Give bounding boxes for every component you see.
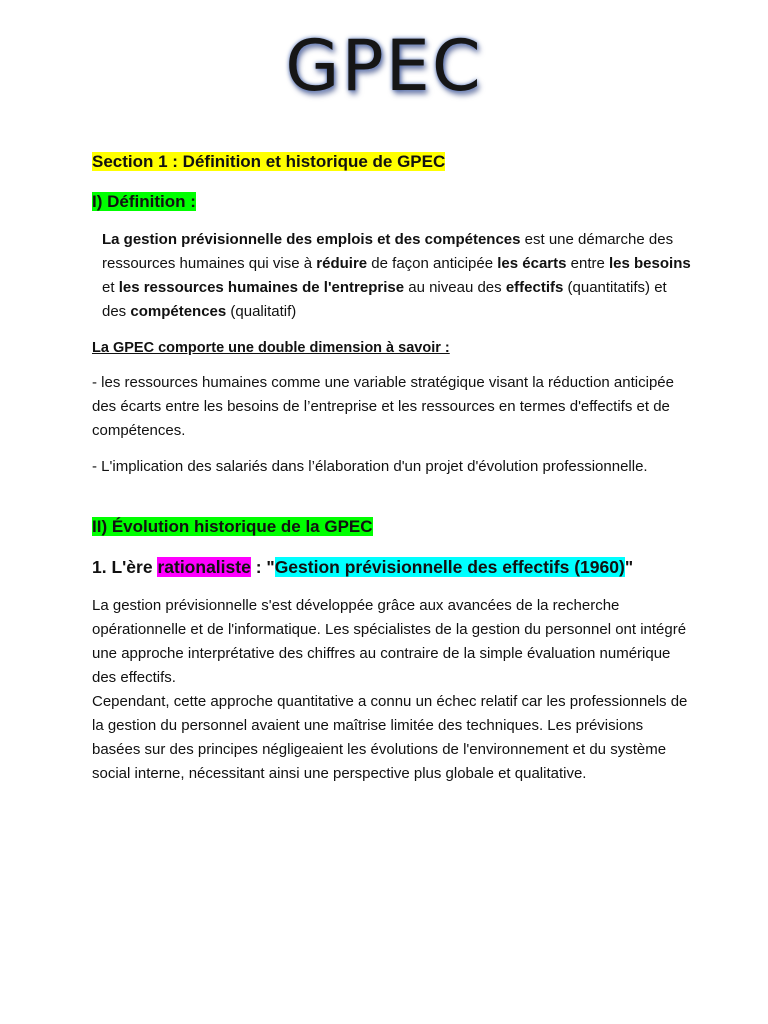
definition-bold-ecarts: les écarts bbox=[497, 255, 567, 272]
era-heading bbox=[92, 554, 692, 580]
era-paragraph bbox=[92, 594, 692, 786]
definition-bold-reduire: réduire bbox=[316, 255, 368, 272]
definition-text-2: de façon anticipée bbox=[367, 255, 498, 272]
era-paragraph-2: Cependant, cette approche quantitative a connu un échec relatif car les professionnels de la gestion du personnel avaient une maîtrise limitée des techniques. Les prévisions basées sur des principes négligeaient les évolutions de l'environnement et du système social interne, nécessitant ainsi une perspective plus globale et qualitative. bbox=[92, 693, 688, 782]
dimension-title: La GPEC comporte une double dimension à savoir : bbox=[92, 340, 450, 356]
dimension-item-1: - les ressources humaines comme une variable stratégique visant la réduction anticipée des écarts entre les besoins de l’entreprise et les ressources en termes d'effectifs et de compétences. bbox=[92, 374, 674, 439]
definition-term: La gestion prévisionnelle des emplois et des compétences bbox=[102, 231, 521, 248]
definition-bold-besoins: les besoins bbox=[609, 255, 691, 272]
evolution-heading bbox=[92, 515, 692, 539]
era-middle: : " bbox=[250, 557, 275, 577]
definition-bold-ressources: les ressources humaines de l'entreprise bbox=[118, 279, 405, 296]
definition-paragraph bbox=[102, 228, 692, 324]
evolution-heading-highlight: II) Évolution historique de la GPEC bbox=[92, 517, 373, 536]
definition-bold-competences: compétences bbox=[130, 303, 227, 320]
definition-text-5: au niveau des bbox=[404, 279, 506, 296]
definition-text-7: (qualitatif) bbox=[226, 303, 297, 320]
definition-heading bbox=[92, 190, 692, 214]
definition-bold-effectifs: effectifs bbox=[505, 279, 564, 296]
section-title bbox=[92, 150, 692, 174]
definition-text-4: et bbox=[102, 279, 119, 296]
section-title-highlight: Section 1 : Définition et historique de GPEC bbox=[92, 152, 446, 171]
era-prefix: 1. L'ère bbox=[92, 557, 158, 577]
era-suffix: " bbox=[624, 557, 634, 577]
definition-text-3: entre bbox=[566, 255, 609, 272]
document-title: GPEC bbox=[285, 25, 483, 107]
definition-text-6: (quantitatifs) et des bbox=[102, 279, 667, 320]
era-highlight-rationaliste: rationaliste bbox=[157, 557, 251, 577]
definition-text-1: est une démarche des ressources humaines qui vise à bbox=[102, 231, 674, 272]
dimension-item-2: - L'implication des salariés dans l’élaboration d'un projet d'évolution professionnelle. bbox=[92, 458, 648, 475]
era-paragraph-1: La gestion prévisionnelle s'est développée grâce aux avancées de la recherche opérationnelle et de l'informatique. Les spécialistes de la gestion du personnel ont intégré une approche interprétative des chiffres au contraire de la simple évaluation numérique des effectifs. bbox=[92, 597, 687, 686]
era-highlight-title: Gestion prévisionnelle des effectifs (1960) bbox=[274, 557, 625, 577]
definition-heading-highlight: I) Définition : bbox=[92, 192, 196, 211]
